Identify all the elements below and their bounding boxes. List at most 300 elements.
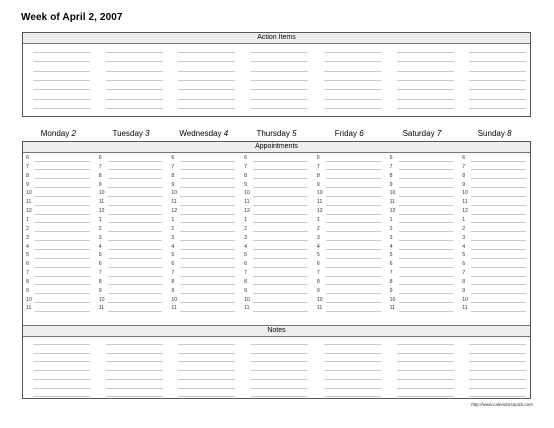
appointment-slot[interactable]: [253, 249, 308, 250]
notes-line[interactable]: [251, 370, 308, 371]
hour-label: 7: [316, 163, 320, 170]
action-item-line[interactable]: [33, 89, 90, 90]
notes-line[interactable]: [397, 361, 454, 362]
notes-line[interactable]: [397, 353, 454, 354]
appointment-slot[interactable]: [399, 161, 454, 162]
appointment-slot[interactable]: [326, 258, 381, 259]
hour-label: 8: [171, 278, 175, 285]
appointment-slot[interactable]: [108, 196, 163, 197]
action-item-line[interactable]: [397, 71, 454, 72]
hour-label: 6: [26, 155, 29, 161]
notes-line[interactable]: [251, 388, 308, 389]
hour-label: 10: [389, 190, 396, 197]
appointment-slot[interactable]: [108, 205, 163, 206]
appointment-slot[interactable]: [471, 276, 526, 277]
appointment-slot[interactable]: [180, 276, 235, 277]
appointment-slot[interactable]: [326, 169, 381, 170]
notes-line[interactable]: [106, 344, 163, 345]
appointment-slot[interactable]: [399, 231, 454, 232]
day-date: 8: [507, 129, 512, 138]
hour-label: 6: [98, 261, 102, 268]
appointment-slot[interactable]: [326, 249, 381, 250]
appointment-slot[interactable]: [180, 231, 235, 232]
notes-line[interactable]: [469, 379, 526, 380]
appointment-slot[interactable]: [471, 258, 526, 259]
action-item-line[interactable]: [324, 108, 381, 109]
appointment-slot[interactable]: [399, 196, 454, 197]
notes-line[interactable]: [33, 379, 90, 380]
notes-line[interactable]: [469, 388, 526, 389]
appointment-slot[interactable]: [253, 231, 308, 232]
appointment-slot[interactable]: [471, 222, 526, 223]
footer-url[interactable]: http://www.calendarsquick.com: [471, 402, 533, 407]
appointment-slot[interactable]: [326, 178, 381, 179]
appointment-slot[interactable]: [471, 311, 526, 312]
notes-line[interactable]: [324, 396, 381, 397]
notes-line[interactable]: [33, 353, 90, 354]
appointment-slot[interactable]: [180, 187, 235, 188]
appointment-slot[interactable]: [108, 258, 163, 259]
action-item-line[interactable]: [106, 52, 163, 53]
appointment-slot[interactable]: [180, 178, 235, 179]
appointment-slot[interactable]: [471, 302, 526, 303]
hour-label: 12: [244, 208, 250, 215]
hour-label: 8: [26, 278, 29, 285]
appointment-slot[interactable]: [399, 240, 454, 241]
hour-label: 7: [26, 163, 29, 170]
appointment-slot[interactable]: [399, 302, 454, 303]
appointment-slot[interactable]: [399, 214, 454, 215]
appointment-slot[interactable]: [180, 240, 235, 241]
appointment-slot[interactable]: [399, 276, 454, 277]
day-date: 2: [71, 129, 76, 138]
action-item-line[interactable]: [178, 108, 235, 109]
appointment-slot[interactable]: [35, 222, 90, 223]
notes-header: Notes: [23, 326, 530, 337]
action-item-line[interactable]: [178, 80, 235, 81]
appointment-slot[interactable]: [253, 302, 308, 303]
appointment-slot[interactable]: [35, 214, 90, 215]
appointment-slot[interactable]: [253, 169, 308, 170]
hour-label: 9: [98, 287, 102, 294]
appointment-slot[interactable]: [108, 161, 163, 162]
notes-line[interactable]: [106, 396, 163, 397]
appointment-slot[interactable]: [253, 161, 308, 162]
notes-line[interactable]: [397, 370, 454, 371]
hour-label: 1: [26, 216, 29, 223]
hour-label: 6: [389, 261, 393, 268]
hour-label: 11: [171, 305, 177, 312]
hour-label: 7: [98, 270, 102, 277]
hour-label: 10: [98, 190, 105, 197]
appointment-slot[interactable]: [35, 161, 90, 162]
appointment-slot[interactable]: [108, 267, 163, 268]
notes-line[interactable]: [251, 353, 308, 354]
notes-line[interactable]: [106, 388, 163, 389]
appointment-slot[interactable]: [326, 267, 381, 268]
notes-line[interactable]: [33, 344, 90, 345]
appointment-slot[interactable]: [471, 205, 526, 206]
hour-label: 11: [316, 199, 323, 206]
hour-label: 4: [171, 243, 175, 250]
action-item-line[interactable]: [33, 61, 90, 62]
notes-line[interactable]: [106, 361, 163, 362]
action-item-line[interactable]: [397, 61, 454, 62]
hour-label: 10: [462, 296, 469, 303]
appointment-slot[interactable]: [180, 249, 235, 250]
notes-line[interactable]: [469, 361, 526, 362]
appointment-slot[interactable]: [471, 187, 526, 188]
hour-label: 7: [26, 270, 29, 277]
notes-line[interactable]: [178, 396, 235, 397]
appointment-slot[interactable]: [180, 196, 235, 197]
appointment-slot[interactable]: [326, 302, 381, 303]
appointment-slot[interactable]: [180, 284, 235, 285]
appointment-slot[interactable]: [326, 311, 381, 312]
appointment-slot[interactable]: [108, 178, 163, 179]
appointment-slot[interactable]: [326, 231, 381, 232]
notes-line[interactable]: [33, 361, 90, 362]
action-item-line[interactable]: [178, 89, 235, 90]
hour-label: 10: [316, 296, 323, 303]
appointment-slot[interactable]: [253, 205, 308, 206]
hour-label: 11: [389, 305, 395, 312]
appointment-slot[interactable]: [253, 258, 308, 259]
notes-line[interactable]: [324, 361, 381, 362]
notes-line[interactable]: [324, 370, 381, 371]
action-item-line[interactable]: [106, 89, 163, 90]
appointment-slot[interactable]: [399, 311, 454, 312]
appointment-slot[interactable]: [326, 276, 381, 277]
appointment-slot[interactable]: [253, 284, 308, 285]
notes-line[interactable]: [397, 379, 454, 380]
appointment-slot[interactable]: [108, 222, 163, 223]
appointment-slot[interactable]: [399, 187, 454, 188]
appointment-slot[interactable]: [180, 169, 235, 170]
hour-label: 9: [462, 287, 466, 294]
notes-line[interactable]: [178, 388, 235, 389]
hour-label: 6: [171, 155, 175, 161]
appointment-slot[interactable]: [35, 187, 90, 188]
appointment-slot[interactable]: [253, 222, 308, 223]
hour-label: 12: [316, 208, 323, 215]
appointment-slot[interactable]: [253, 293, 308, 294]
appointment-slot[interactable]: [35, 311, 90, 312]
hour-label: 1: [462, 216, 466, 223]
day-date: 7: [436, 129, 442, 138]
action-item-line[interactable]: [106, 108, 163, 109]
appointment-slot[interactable]: [180, 214, 235, 215]
appointment-slot[interactable]: [326, 196, 381, 197]
hour-label: 10: [316, 190, 323, 197]
notes-line[interactable]: [251, 379, 308, 380]
hour-label: 6: [316, 261, 320, 268]
appointment-slot[interactable]: [180, 302, 235, 303]
appointment-slot[interactable]: [471, 249, 526, 250]
notes-line[interactable]: [324, 344, 381, 345]
hour-label: 12: [462, 208, 469, 215]
action-item-line[interactable]: [397, 108, 454, 109]
hour-label: 5: [98, 252, 102, 259]
action-item-line[interactable]: [33, 52, 90, 53]
action-item-line[interactable]: [106, 71, 163, 72]
appointment-slot[interactable]: [326, 187, 381, 188]
notes-line[interactable]: [178, 344, 235, 345]
hour-label: 1: [171, 216, 175, 223]
appointment-slot[interactable]: [180, 267, 235, 268]
hour-label: 10: [244, 190, 250, 197]
notes-line[interactable]: [397, 396, 454, 397]
action-item-line[interactable]: [106, 61, 163, 62]
notes-line[interactable]: [33, 388, 90, 389]
appointment-slot[interactable]: [108, 284, 163, 285]
appointment-slot[interactable]: [108, 249, 163, 250]
appointment-slot[interactable]: [108, 240, 163, 241]
hour-label: 9: [389, 181, 393, 188]
appointment-slot[interactable]: [253, 276, 308, 277]
appointment-slot[interactable]: [399, 258, 454, 259]
day-name: Tuesday: [112, 129, 143, 138]
notes-line[interactable]: [251, 361, 308, 362]
hour-label: 5: [316, 252, 320, 259]
notes-line[interactable]: [178, 353, 235, 354]
action-item-line[interactable]: [178, 61, 235, 62]
hour-label: 10: [26, 190, 32, 197]
appointment-slot[interactable]: [471, 214, 526, 215]
appointment-slot[interactable]: [35, 205, 90, 206]
appointment-slot[interactable]: [108, 169, 163, 170]
appointment-slot[interactable]: [471, 196, 526, 197]
action-item-line[interactable]: [178, 52, 235, 53]
appointment-slot[interactable]: [471, 231, 526, 232]
appointment-slot[interactable]: [108, 311, 163, 312]
hour-label: 4: [316, 243, 320, 250]
action-item-line[interactable]: [178, 99, 235, 100]
action-item-line[interactable]: [469, 61, 526, 62]
appointment-slot[interactable]: [326, 284, 381, 285]
appointment-slot[interactable]: [326, 214, 381, 215]
notes-line[interactable]: [178, 370, 235, 371]
hour-label: 12: [171, 208, 178, 215]
notes-line[interactable]: [324, 388, 381, 389]
hour-label: 9: [244, 287, 248, 294]
appointment-slot[interactable]: [35, 267, 90, 268]
action-item-line[interactable]: [324, 99, 381, 100]
appointment-slot[interactable]: [35, 258, 90, 259]
hour-label: 10: [462, 190, 469, 197]
day-headers: [22, 129, 531, 141]
appointment-slot[interactable]: [471, 169, 526, 170]
action-item-line[interactable]: [251, 61, 308, 62]
action-item-line[interactable]: [106, 99, 163, 100]
appointment-slot[interactable]: [35, 284, 90, 285]
appointment-slot[interactable]: [35, 240, 90, 241]
appointment-slot[interactable]: [471, 267, 526, 268]
appointment-slot[interactable]: [35, 302, 90, 303]
notes-line[interactable]: [397, 344, 454, 345]
appointment-slot[interactable]: [108, 231, 163, 232]
appointment-slot[interactable]: [399, 222, 454, 223]
hour-label: 10: [389, 296, 396, 303]
hour-label: 8: [98, 278, 102, 285]
action-item-line[interactable]: [397, 89, 454, 90]
appointment-slot[interactable]: [180, 205, 235, 206]
appointment-slot[interactable]: [253, 267, 308, 268]
action-item-line[interactable]: [397, 99, 454, 100]
appointment-slot[interactable]: [108, 302, 163, 303]
day-date: 6: [359, 129, 364, 138]
hour-label: 8: [316, 278, 320, 285]
action-item-line[interactable]: [33, 99, 90, 100]
action-item-line[interactable]: [324, 61, 381, 62]
appointment-slot[interactable]: [35, 293, 90, 294]
action-item-line[interactable]: [251, 52, 308, 53]
appointment-slot[interactable]: [471, 240, 526, 241]
hour-label: 3: [171, 234, 175, 241]
day-header-friday: [314, 129, 384, 138]
appointments-box: [22, 141, 531, 399]
appointment-slot[interactable]: [399, 267, 454, 268]
appointment-slot[interactable]: [180, 311, 235, 312]
notes-line[interactable]: [178, 379, 235, 380]
appointment-slot[interactable]: [399, 293, 454, 294]
action-item-line[interactable]: [178, 71, 235, 72]
hour-label: 10: [244, 296, 250, 303]
appointment-slot[interactable]: [399, 249, 454, 250]
appointment-slot[interactable]: [253, 240, 308, 241]
appointment-slot[interactable]: [108, 293, 163, 294]
notes-line[interactable]: [469, 344, 526, 345]
action-item-line[interactable]: [324, 71, 381, 72]
notes-line[interactable]: [469, 370, 526, 371]
appointment-slot[interactable]: [326, 240, 381, 241]
action-item-line[interactable]: [469, 108, 526, 109]
notes-line[interactable]: [251, 396, 308, 397]
day-name: Thursday: [256, 129, 290, 138]
hour-label: 9: [26, 181, 29, 188]
action-item-line[interactable]: [397, 52, 454, 53]
appointment-slot[interactable]: [326, 205, 381, 206]
action-item-line[interactable]: [469, 99, 526, 100]
hour-label: 8: [244, 172, 248, 179]
hour-label: 7: [244, 163, 248, 170]
action-item-line[interactable]: [397, 80, 454, 81]
appointment-slot[interactable]: [253, 311, 308, 312]
notes-line[interactable]: [106, 370, 163, 371]
day-date: 3: [145, 129, 150, 138]
appointment-slot[interactable]: [326, 293, 381, 294]
action-item-line[interactable]: [251, 89, 308, 90]
notes-line[interactable]: [106, 353, 163, 354]
hour-label: 7: [389, 163, 393, 170]
appointment-slot[interactable]: [471, 178, 526, 179]
day-name: Saturday: [402, 129, 435, 138]
action-item-line[interactable]: [33, 71, 90, 72]
action-item-line[interactable]: [324, 89, 381, 90]
notes-line[interactable]: [251, 344, 308, 345]
hour-label: 6: [171, 261, 175, 268]
action-item-line[interactable]: [324, 80, 381, 81]
notes-line[interactable]: [178, 361, 235, 362]
action-item-line[interactable]: [251, 80, 308, 81]
appointment-slot[interactable]: [108, 214, 163, 215]
appointment-slot[interactable]: [326, 222, 381, 223]
hour-label: 6: [244, 155, 248, 161]
notes-line[interactable]: [33, 370, 90, 371]
hour-label: 2: [244, 225, 248, 232]
hour-label: 11: [26, 199, 32, 206]
hour-label: 11: [26, 305, 32, 312]
hour-label: 3: [26, 234, 29, 241]
hour-label: 11: [98, 305, 105, 312]
hour-label: 8: [171, 172, 175, 179]
hour-label: 6: [98, 155, 102, 161]
appointment-slot[interactable]: [180, 293, 235, 294]
appointment-slot[interactable]: [399, 169, 454, 170]
action-item-line[interactable]: [469, 80, 526, 81]
appointment-slot[interactable]: [35, 178, 90, 179]
notes-line[interactable]: [33, 396, 90, 397]
appointment-slot[interactable]: [471, 284, 526, 285]
appointment-slot[interactable]: [326, 161, 381, 162]
notes-line[interactable]: [469, 396, 526, 397]
appointment-slot[interactable]: [180, 258, 235, 259]
hour-label: 7: [244, 270, 248, 277]
appointment-slot[interactable]: [471, 293, 526, 294]
action-item-line[interactable]: [469, 71, 526, 72]
appointment-slot[interactable]: [399, 205, 454, 206]
action-item-line[interactable]: [106, 80, 163, 81]
appointment-slot[interactable]: [253, 196, 308, 197]
appointment-slot[interactable]: [35, 231, 90, 232]
hour-label: 3: [244, 234, 248, 241]
action-item-line[interactable]: [251, 71, 308, 72]
notes-line[interactable]: [469, 353, 526, 354]
appointment-slot[interactable]: [253, 214, 308, 215]
appointment-slot[interactable]: [35, 249, 90, 250]
hour-label: 8: [98, 172, 102, 179]
action-item-line[interactable]: [251, 108, 308, 109]
appointment-slot[interactable]: [108, 276, 163, 277]
appointment-slot[interactable]: [399, 178, 454, 179]
appointment-slot[interactable]: [471, 161, 526, 162]
appointment-slot[interactable]: [180, 222, 235, 223]
appointment-slot[interactable]: [399, 284, 454, 285]
action-item-line[interactable]: [251, 99, 308, 100]
appointment-slot[interactable]: [35, 169, 90, 170]
hour-label: 8: [26, 172, 29, 179]
notes-line[interactable]: [397, 388, 454, 389]
hour-label: 4: [462, 243, 466, 250]
action-item-line[interactable]: [324, 52, 381, 53]
action-item-line[interactable]: [33, 80, 90, 81]
appointment-slot[interactable]: [108, 187, 163, 188]
notes-line[interactable]: [324, 379, 381, 380]
appointment-slot[interactable]: [35, 196, 90, 197]
action-item-line[interactable]: [469, 89, 526, 90]
appointment-slot[interactable]: [180, 161, 235, 162]
notes-line[interactable]: [106, 379, 163, 380]
appointment-slot[interactable]: [253, 187, 308, 188]
action-item-line[interactable]: [469, 52, 526, 53]
action-item-line[interactable]: [33, 108, 90, 109]
hour-label: 8: [462, 172, 466, 179]
appointment-slot[interactable]: [35, 276, 90, 277]
hour-label: 9: [171, 287, 175, 294]
hour-label: 4: [244, 243, 248, 250]
appointment-slot[interactable]: [253, 178, 308, 179]
notes-line[interactable]: [324, 353, 381, 354]
